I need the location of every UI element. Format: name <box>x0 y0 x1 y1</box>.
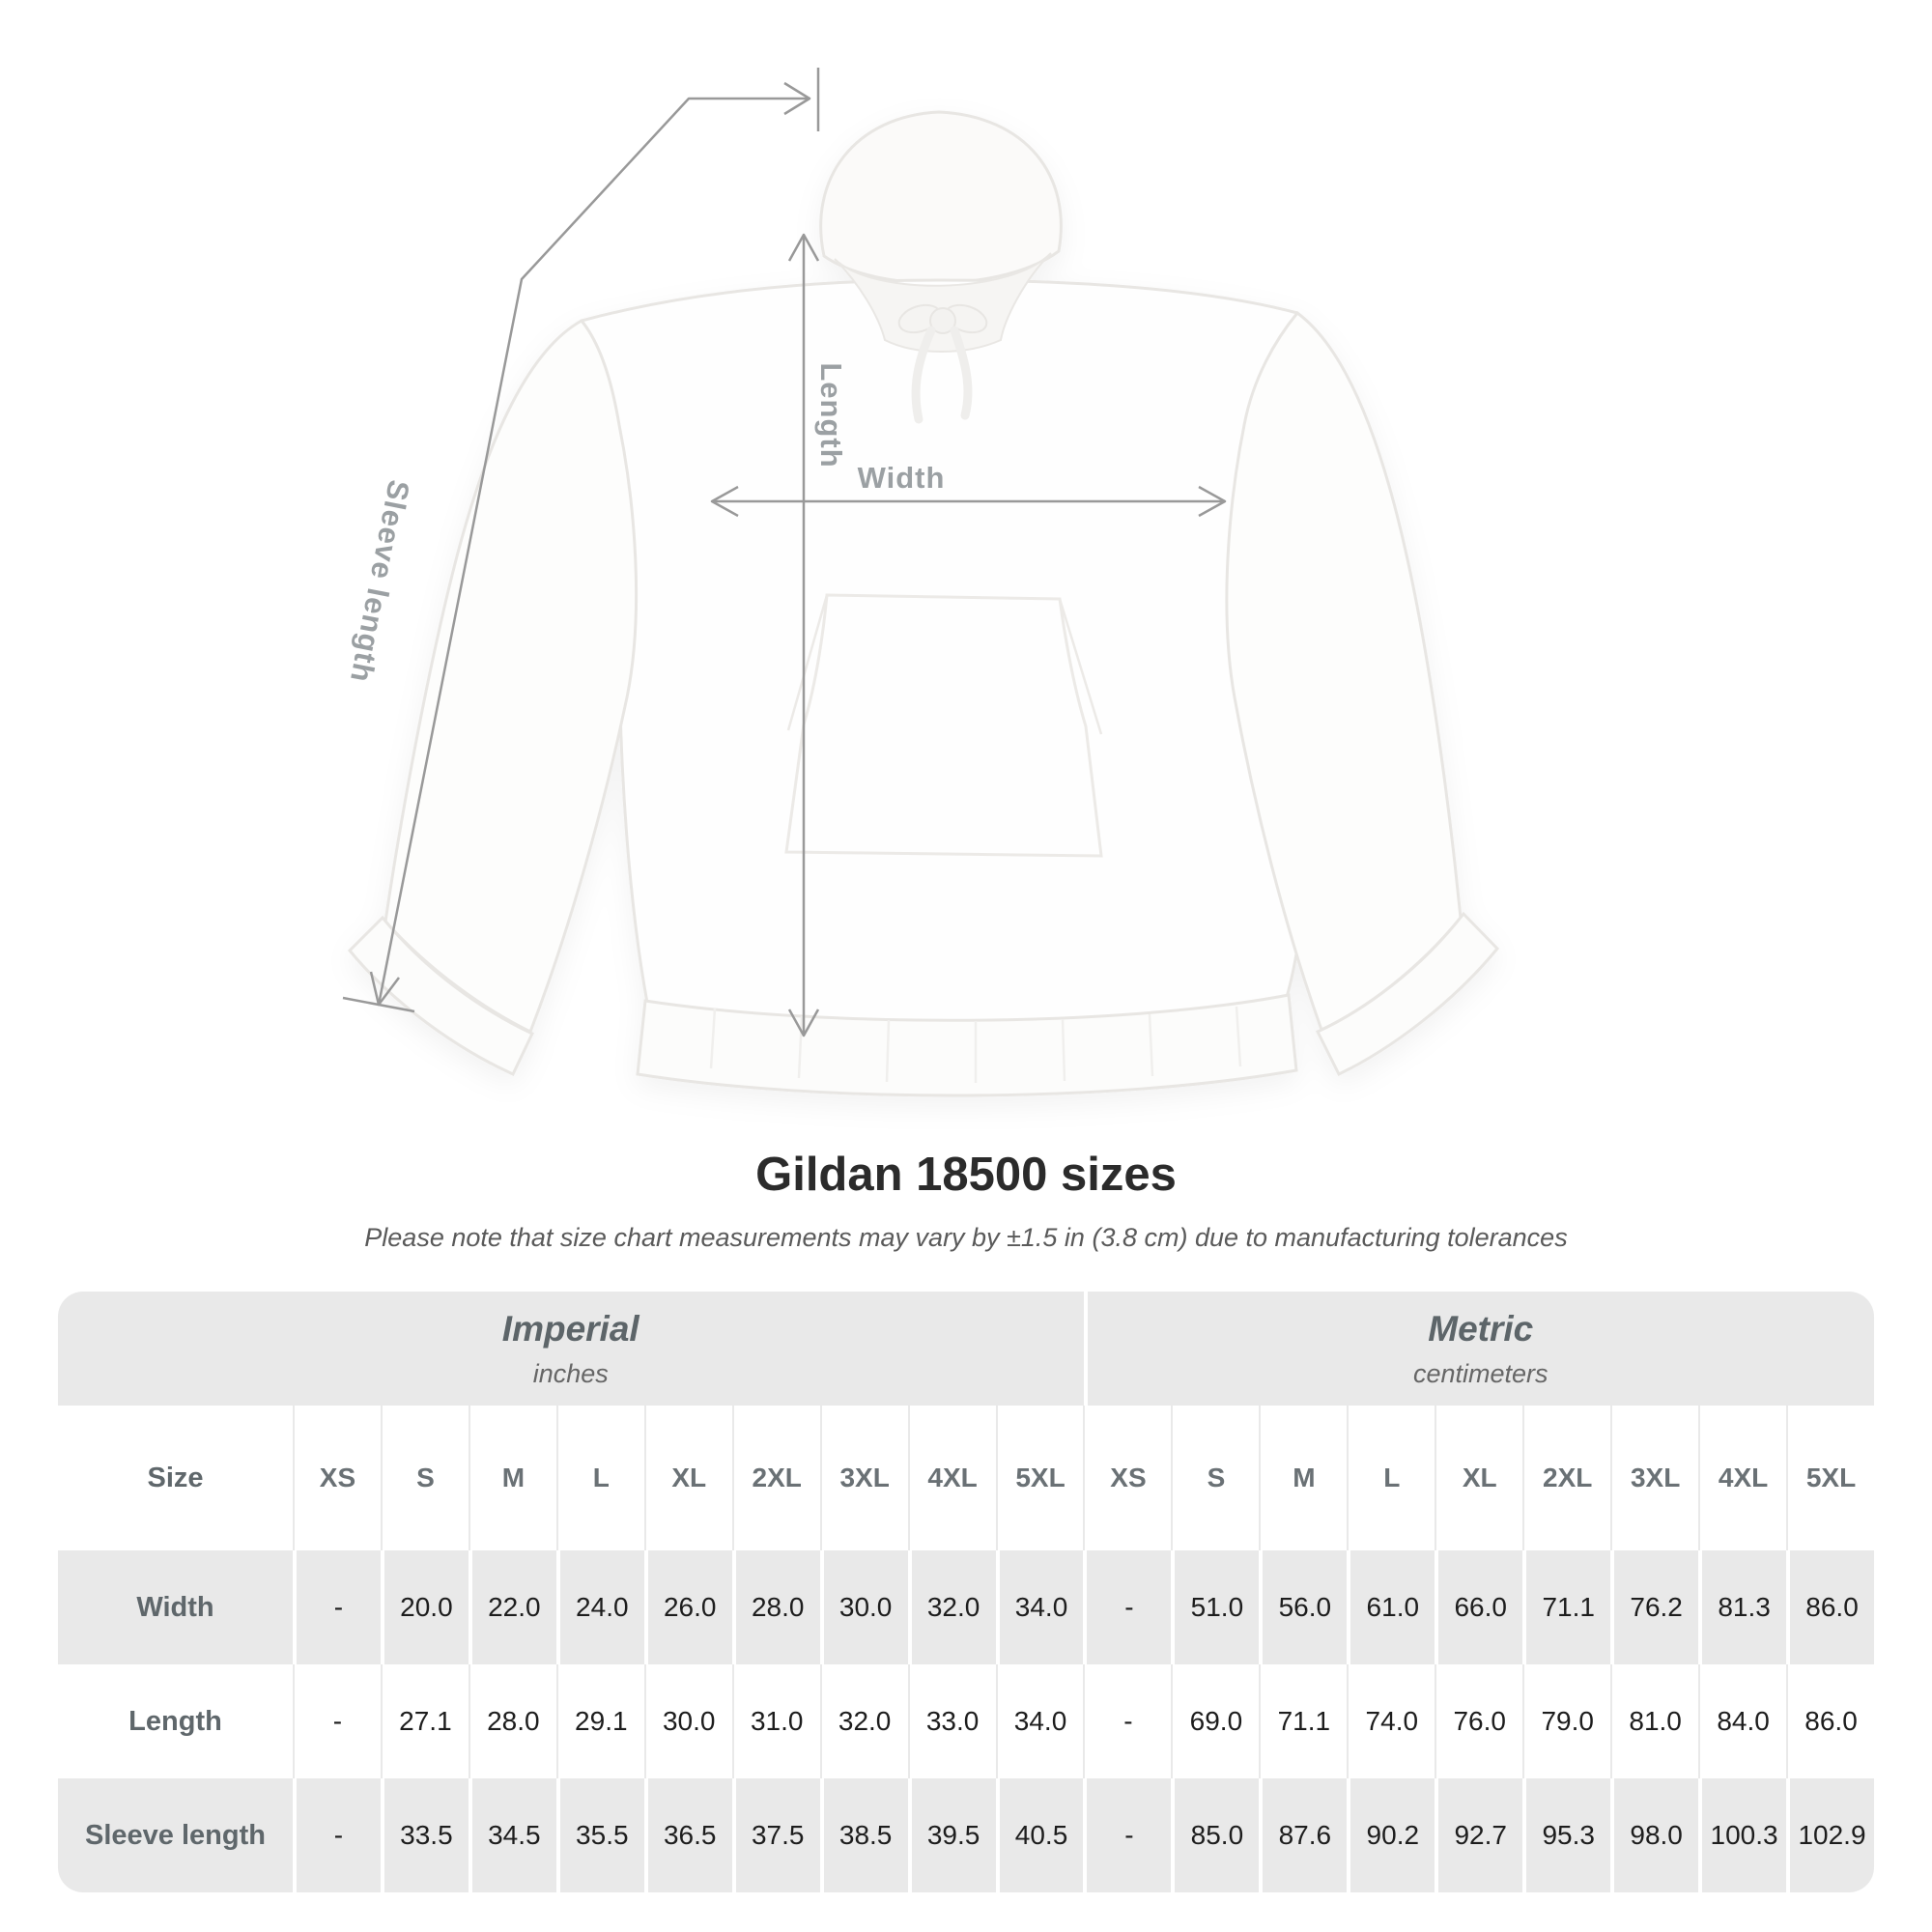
metric-group-label: Metric <box>1428 1308 1534 1349</box>
size-chart-table <box>58 1292 1874 1892</box>
value-cell: 40.5 <box>996 1778 1084 1892</box>
value-cell: 34.5 <box>469 1778 556 1892</box>
value-cell: 34.0 <box>996 1664 1084 1778</box>
value-cell: 28.0 <box>469 1664 556 1778</box>
value-cell: - <box>293 1778 381 1892</box>
hoodie-illustration <box>350 112 1497 1095</box>
value-cell: 37.5 <box>732 1778 820 1892</box>
imperial-group-label: Imperial <box>501 1308 639 1349</box>
size-header-cell: S <box>1171 1406 1259 1550</box>
width-label: Width <box>857 461 946 495</box>
value-cell: 76.0 <box>1435 1664 1522 1778</box>
value-cell: 71.1 <box>1522 1550 1610 1664</box>
value-cell: - <box>1083 1550 1171 1664</box>
length-label: Length <box>814 362 848 469</box>
hoodie-left-sleeve <box>385 321 637 1032</box>
value-cell: 30.0 <box>644 1664 732 1778</box>
size-header-cell: XS <box>1083 1406 1171 1550</box>
size-header-cell: L <box>556 1406 644 1550</box>
value-cell: 81.0 <box>1610 1664 1698 1778</box>
row-label: Sleeve length <box>58 1778 293 1892</box>
value-cell: 90.2 <box>1347 1778 1435 1892</box>
hoodie-hood <box>821 112 1062 283</box>
size-header-cell: 5XL <box>996 1406 1084 1550</box>
value-cell: - <box>1083 1778 1171 1892</box>
size-header-cell: M <box>1259 1406 1347 1550</box>
size-header-cell: 5XL <box>1786 1406 1874 1550</box>
value-cell: 32.0 <box>908 1550 996 1664</box>
table-row-length <box>58 1664 1874 1778</box>
value-cell: 26.0 <box>644 1550 732 1664</box>
value-cell: 86.0 <box>1786 1664 1874 1778</box>
value-cell: 98.0 <box>1610 1778 1698 1892</box>
value-cell: 35.5 <box>556 1778 644 1892</box>
value-cell: 30.0 <box>820 1550 908 1664</box>
size-header-cell: S <box>381 1406 469 1550</box>
size-header-cell: 2XL <box>732 1406 820 1550</box>
value-cell: 102.9 <box>1786 1778 1874 1892</box>
value-cell: 24.0 <box>556 1550 644 1664</box>
value-cell: 74.0 <box>1347 1664 1435 1778</box>
value-cell: 87.6 <box>1259 1778 1347 1892</box>
value-cell: - <box>293 1664 381 1778</box>
value-cell: 100.3 <box>1698 1778 1786 1892</box>
size-header-cell: L <box>1347 1406 1435 1550</box>
value-cell: 81.3 <box>1698 1550 1786 1664</box>
size-header-cell: XL <box>1435 1406 1522 1550</box>
size-header-cell: M <box>469 1406 556 1550</box>
size-header-cell: XL <box>644 1406 732 1550</box>
size-header-cell: 3XL <box>1610 1406 1698 1550</box>
value-cell: 86.0 <box>1786 1550 1874 1664</box>
value-cell: - <box>293 1550 381 1664</box>
row-label: Width <box>58 1550 293 1664</box>
table-row-width <box>58 1550 1874 1664</box>
value-cell: 56.0 <box>1259 1550 1347 1664</box>
sleeve-length-label: Sleeve length <box>343 477 416 686</box>
value-cell: 20.0 <box>381 1550 469 1664</box>
hoodie-pocket <box>786 595 1101 856</box>
value-cell: 61.0 <box>1347 1550 1435 1664</box>
value-cell: 84.0 <box>1698 1664 1786 1778</box>
value-cell: 39.5 <box>908 1778 996 1892</box>
metric-group-header <box>1084 1292 1875 1406</box>
value-cell: 66.0 <box>1435 1550 1522 1664</box>
metric-group-unit: centimeters <box>1412 1358 1548 1388</box>
value-cell: 51.0 <box>1171 1550 1259 1664</box>
value-cell: 22.0 <box>469 1550 556 1664</box>
size-corner-label: Size <box>58 1406 293 1550</box>
imperial-group-header <box>58 1292 1084 1406</box>
value-cell: 69.0 <box>1171 1664 1259 1778</box>
value-cell: 85.0 <box>1171 1778 1259 1892</box>
value-cell: 33.5 <box>381 1778 469 1892</box>
value-cell: 76.2 <box>1610 1550 1698 1664</box>
size-header-cell: 4XL <box>1698 1406 1786 1550</box>
size-header-row <box>58 1406 1874 1550</box>
size-header-cell: 4XL <box>908 1406 996 1550</box>
value-cell: 36.5 <box>644 1778 732 1892</box>
unit-group-row <box>58 1292 1874 1406</box>
tolerance-note: Please note that size chart measurements may vary by ±1.5 in (3.8 cm) due to manufacturing tolerances <box>364 1223 1568 1252</box>
size-header-cell: 3XL <box>820 1406 908 1550</box>
value-cell: 32.0 <box>820 1664 908 1778</box>
size-header-cell: 2XL <box>1522 1406 1610 1550</box>
value-cell: 31.0 <box>732 1664 820 1778</box>
imperial-group-unit: inches <box>532 1358 609 1388</box>
value-cell: 38.5 <box>820 1778 908 1892</box>
value-cell: 79.0 <box>1522 1664 1610 1778</box>
value-cell: 33.0 <box>908 1664 996 1778</box>
value-cell: 71.1 <box>1259 1664 1347 1778</box>
table-row-sleeve-length <box>58 1778 1874 1892</box>
size-header-cell: XS <box>293 1406 381 1550</box>
page-title: Gildan 18500 sizes <box>755 1149 1177 1201</box>
row-label: Length <box>58 1664 293 1778</box>
value-cell: - <box>1083 1664 1171 1778</box>
value-cell: 92.7 <box>1435 1778 1522 1892</box>
value-cell: 27.1 <box>381 1664 469 1778</box>
value-cell: 34.0 <box>996 1550 1084 1664</box>
value-cell: 28.0 <box>732 1550 820 1664</box>
value-cell: 95.3 <box>1522 1778 1610 1892</box>
value-cell: 29.1 <box>556 1664 644 1778</box>
